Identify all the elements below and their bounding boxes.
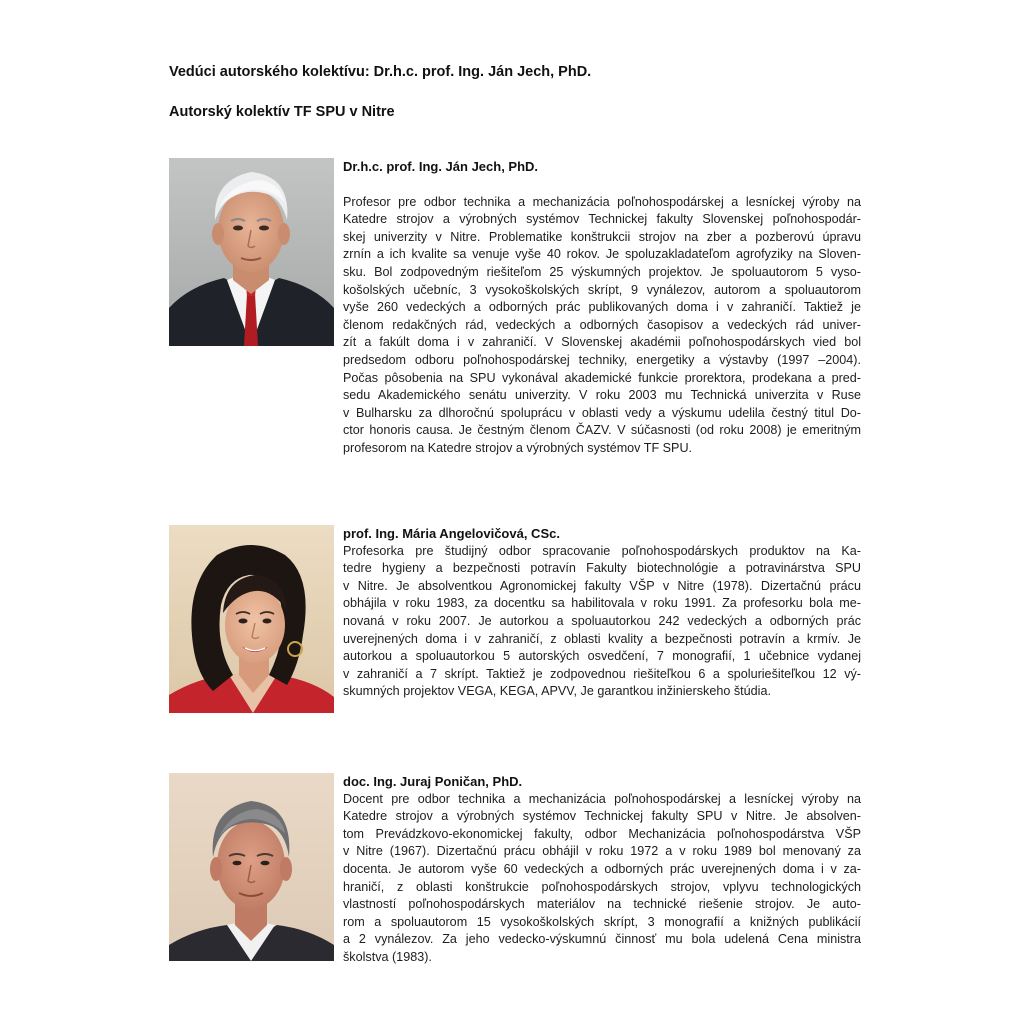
bio-line: tom Prevádzkovo-ekonomickej fakulty, odbor Mechanizácia poľnohospodárstva VŠP [343, 826, 861, 841]
bio-line: docenta. Je autorom vyše 60 vedeckých a odborných prác uverejnených doma i v za- [343, 861, 861, 876]
bio-line: Profesor pre odbor technika a mechanizácia poľnohospodárskej a lesníckej výroby na [343, 194, 861, 209]
bio-line: sedu Akademického senátu univerzity. V roku 2003 mu Technická univerzita v Ruse [343, 388, 861, 403]
bio-line: a 2 vynálezov. Za jeho vedecko-výskumnú činnosť mu bola udelená Cena ministra [343, 932, 861, 947]
bio-line: v Nitre (1967). Dizertačnú prácu obhájil v roku 1972 a v roku 1989 bol menovaný za [343, 844, 861, 859]
bio-line: členom redakčných rád, vedeckých a odborných časopisov a vedeckých rád univer- [343, 317, 861, 332]
bio-line: zrnín a ich kvalite sa venuje vyše 40 rokov. Je spoluzakladateľom agrofyziky na Sloven- [343, 247, 861, 262]
author-bio [343, 194, 861, 458]
author-name: prof. Ing. Mária Angelovičová, CSc. [343, 526, 560, 541]
author-bio [343, 791, 861, 967]
bio-line: predsedom odboru poľnohospodárskej techniky, energetiky a výstavby (1997 –2004). [343, 352, 861, 367]
bio-line: Počas pôsobenia na SPU vykonával akademické funkcie prorektora, prodekana a pred- [343, 370, 861, 385]
bio-line: školstva (1983). [343, 949, 432, 964]
bio-line: rom a spoluautorom 15 vysokoškolských skrípt, 3 monografií a knižných publikácií [343, 914, 861, 929]
leader-heading: Vedúci autorského kolektívu: Dr.h.c. prof. Ing. Ján Jech, PhD. [169, 64, 592, 80]
author-photo [169, 525, 334, 713]
bio-line: v Bulharsku za dlhoročnú spoluprácu v oblasti vedy a výskumu udelila čestný titul Do- [343, 405, 861, 420]
bio-line: tedre hygieny a bezpečnosti potravín Fakulty biotechnológie a potravinárstva SPU [343, 561, 861, 576]
collective-heading: Autorský kolektív TF SPU v Nitre [169, 104, 395, 120]
bio-line: hraničí, z oblasti konštrukcie poľnohospodárskych strojov, vplyvu technologických [343, 879, 861, 894]
bio-line: uverejnených doma i v zahraničí, z oblasti kvality a bezpečnosti potravín a krmív. Je [343, 631, 861, 646]
author-name: doc. Ing. Juraj Poničan, PhD. [343, 774, 523, 789]
bio-line: Katedre strojov a výrobných systémov Technickej fakulty Slovenskej poľnohospodár- [343, 212, 861, 227]
bio-line: skumných projektov VEGA, KEGA, APVV, Je garantkou inžinierskeho štúdia. [343, 684, 771, 699]
bio-line: Katedre strojov a výrobných systémov Technickej fakulty SPU v Nitre. Je absolven- [343, 809, 861, 824]
bio-line: vlastností poľnohospodárskych materiálov na technické riešenie strojov. Je auto- [343, 897, 861, 912]
author-bio [343, 543, 861, 701]
bio-line: sku. Bol zodpovedným riešiteľom 25 výskumných projektov. Je spoluautorom 5 vyso- [343, 264, 861, 279]
author-name: Dr.h.c. prof. Ing. Ján Jech, PhD. [343, 159, 539, 174]
bio-line: vyše 260 vedeckých a odborných prác publikovaných doma i v zahraničí. Taktiež je [343, 300, 861, 315]
bio-line: v Nitre. Je absolventkou Agronomickej fakulty VŠP v Nitre (1978). Dizertačnú prácu [343, 578, 861, 593]
bio-line: košolských učebníc, 3 vysokoškolských skrípt, 9 vynálezov, autorom a spoluautorom [343, 282, 861, 297]
bio-line: Profesorka pre študijný odbor spracovanie poľnohospodárskych produktov na Ka- [343, 543, 861, 558]
bio-line: novaná v roku 2007. Je autorkou a spoluautorkou 242 vedeckých a odborných prác [343, 613, 861, 628]
bio-line: ctor honoris causa. Je čestným členom ČAZV. V súčasnosti (od roku 2008) je emeritným [343, 423, 861, 438]
bio-line: obhájila v roku 1983, za docentku sa habilitovala v roku 1991. Za profesorku bola me- [343, 596, 861, 611]
bio-line: v zahraničí a 7 skrípt. Taktiež je zodpovednou riešiteľkou 6 a spoluriešiteľkou 12 vý- [343, 666, 861, 681]
author-photo [169, 773, 334, 961]
bio-line: profesorom na Katedre strojov a výrobných systémov TF SPU. [343, 440, 693, 455]
bio-line: zít a fakúlt doma i v zahraničí. V Slovenskej akadémii poľnohospodárskych vied bol [343, 335, 861, 350]
bio-line: skej univerzity v Nitre. Problematike konštrukcii strojov na zber a pozberovú úpravu [343, 229, 861, 244]
bio-line: Docent pre odbor technika a mechanizácia poľnohospodárskej a lesníckej výroby na [343, 791, 861, 806]
author-photo [169, 158, 334, 346]
bio-line: autorkou a spoluautorkou 5 autorských osvedčení, 7 monografií, 1 učebnice vydanej [343, 649, 861, 664]
